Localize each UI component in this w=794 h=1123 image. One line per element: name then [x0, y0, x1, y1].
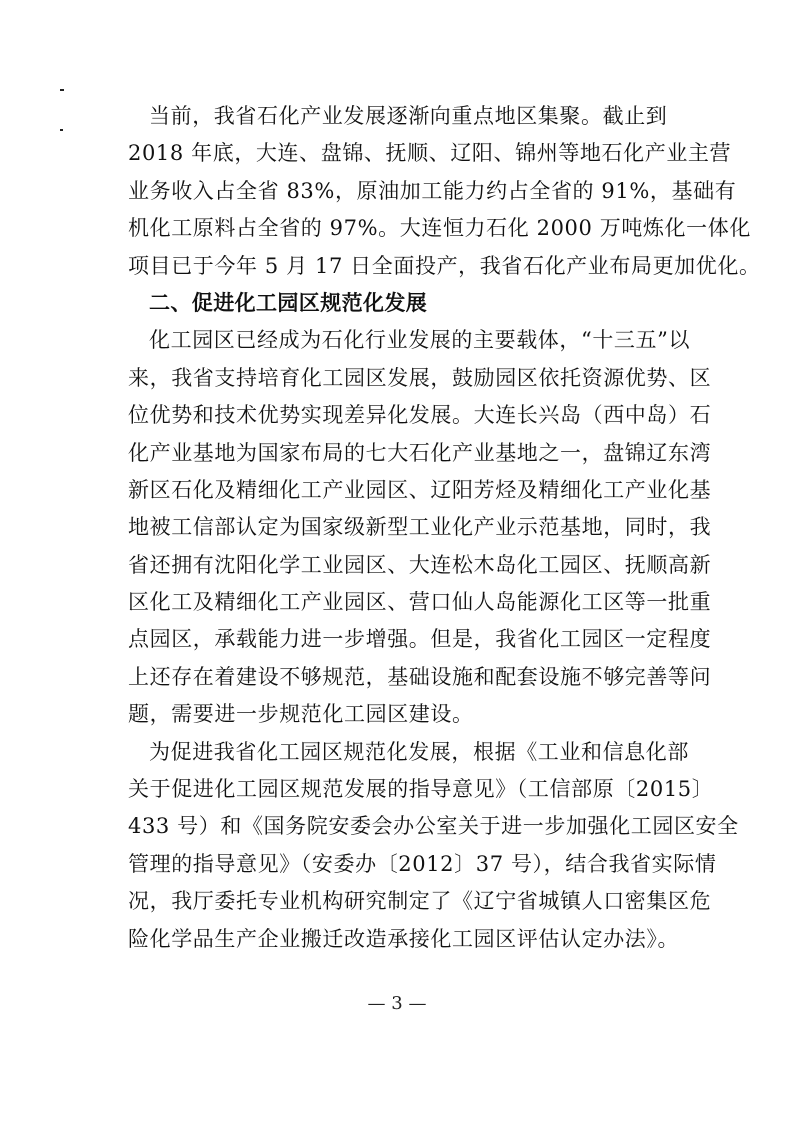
paragraph-line: 上还存在着建设不够规范，基础设施和配套设施不够完善等问 [128, 664, 712, 689]
paragraph-line: 来，我省支持培育化工园区发展，鼓励园区依托资源优势、区 [128, 365, 712, 390]
paragraph-line: 化工园区已经成为石化行业发展的主要载体，“十三五”以 [149, 328, 691, 353]
section-heading: 二、促进化工园区规范化发展 [149, 290, 428, 315]
paragraph-line: 新区石化及精细化工产业园区、辽阳芳烃及精细化工产业化基 [128, 477, 712, 502]
paragraph-line: 2018 年底，大连、盘锦、抚顺、辽阳、锦州等地石化产业主营 [128, 141, 732, 166]
paragraph-line: 点园区，承载能力进一步增强。但是，我省化工园区一定程度 [128, 627, 712, 652]
paragraph-line: 433 号）和《国务院安委会办公室关于进一步加强化工园区安全 [128, 814, 739, 839]
paragraph-line: 区化工及精细化工产业园区、营口仙人岛能源化工区等一批重 [128, 590, 712, 615]
paragraph-line: 况，我厅委托专业机构研究制定了《辽宁省城镇人口密集区危 [128, 889, 712, 914]
paragraph-line: 地被工信部认定为国家级新型工业化产业示范基地，同时，我 [128, 515, 712, 540]
paragraph-line: 机化工原料占全省的 97%。大连恒力石化 2000 万吨炼化一体化 [128, 216, 751, 241]
paragraph-line: 关于促进化工园区规范发展的指导意见》（工信部原〔2015〕 [128, 777, 714, 802]
margin-mark [60, 129, 63, 131]
margin-mark [60, 89, 64, 91]
page-number: — 3 — [367, 993, 427, 1014]
paragraph-line: 险化学品生产企业搬迁改造承接化工园区评估认定办法》。 [128, 926, 680, 951]
paragraph-line: 为促进我省化工园区规范化发展，根据《工业和信息化部 [149, 739, 689, 764]
paragraph-line: 当前，我省石化产业发展逐渐向重点地区集聚。截止到 [149, 104, 668, 128]
paragraph-line: 位优势和技术优势实现差异化发展。大连长兴岛（西中岛）石 [128, 403, 712, 428]
paragraph-line: 业务收入占全省 83%，原油加工能力约占全省的 91%，基础有 [128, 178, 737, 203]
paragraph-line: 题，需要进一步规范化工园区建设。 [128, 702, 474, 727]
paragraph-line: 项目已于今年 5 月 17 日全面投产，我省石化产业布局更加优化。 [128, 253, 761, 278]
document-body [128, 98, 761, 958]
paragraph-line: 省还拥有沈阳化学工业园区、大连松木岛化工园区、抚顺高新 [128, 552, 712, 577]
paragraph-line: 管理的指导意见》（安委办〔2012〕37 号），结合我省实际情 [128, 851, 717, 876]
paragraph-line: 化产业基地为国家布局的七大石化产业基地之一，盘锦辽东湾 [128, 440, 712, 465]
